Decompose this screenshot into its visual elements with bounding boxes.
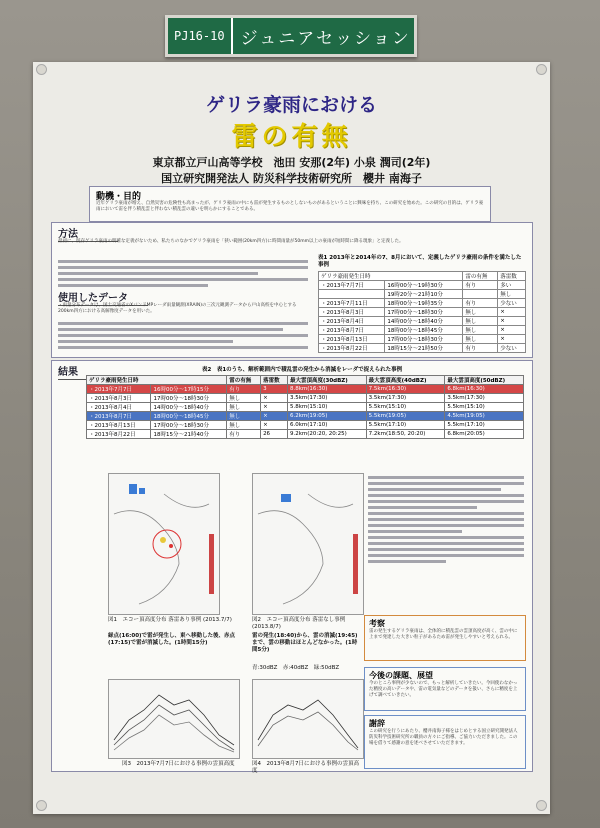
- table-cell: ・2013年8月22日: [319, 344, 385, 353]
- table-cell: 無し: [227, 421, 261, 430]
- motive-text: 近年ゲリラ豪雨が増え、自然災害の危険性も高まったが、ゲリラ豪雨の中にも雷が発生するものとしないものがあるということに興味を持ち、この研究を始めた。この研究の目的は、ゲリラ豪雨において雷を伴う積乱雲と伴わない積乱雲の違いを明らかにすることである。: [96, 201, 484, 212]
- table-cell: ・2013年8月4日: [319, 317, 385, 326]
- table-cell: 5.5km(19:05): [366, 412, 445, 421]
- fig4-caption: 図4 2013年8月7日における事例の雲頂高度: [252, 761, 359, 774]
- table-cell: 少ない: [498, 344, 526, 353]
- table-cell: 3.5km(17:30): [288, 394, 367, 403]
- table-cell: 6.8km(16:30): [445, 385, 524, 394]
- cloud-top-graph-fig4: [252, 679, 364, 759]
- table-cell: 26: [261, 430, 288, 439]
- thanks-heading: 謝辞: [369, 719, 385, 728]
- pin-icon: [36, 800, 47, 811]
- table-cell: 18時15分〜21時50分: [385, 344, 463, 353]
- research-poster: [33, 62, 550, 814]
- table-cell: 6.8km(20:05): [445, 430, 524, 439]
- table-cell: 19時20分〜21時10分: [385, 290, 463, 299]
- data-body-lines: [58, 319, 308, 352]
- table-cell: 3: [261, 385, 288, 394]
- table-cell: 9.2km(20:20, 20:25): [288, 430, 367, 439]
- line-graph: [109, 680, 239, 758]
- table-cell: 無し: [227, 412, 261, 421]
- method-box: [51, 222, 533, 358]
- table1-header-cell: ゲリラ豪雨発生日時: [319, 272, 463, 281]
- table-cell: 無し: [498, 290, 526, 299]
- table-cell: ×: [498, 335, 526, 344]
- table-cell: 5.5km(15:10): [445, 403, 524, 412]
- table-row: [319, 344, 526, 353]
- table-cell: ×: [498, 317, 526, 326]
- table1: [318, 271, 526, 353]
- table-cell: 有り: [227, 385, 261, 394]
- table-cell: ×: [498, 326, 526, 335]
- table-cell: ・2013年8月3日: [319, 308, 385, 317]
- session-code: PJ16-10: [168, 18, 233, 54]
- fig1-caption: 図1 エコー頂高度分布 落雷あり事例 (2013.7/7): [108, 617, 232, 623]
- pin-icon: [536, 64, 547, 75]
- table2-header-cell: ゲリラ豪雨発生日時: [87, 376, 227, 385]
- table2-header-cell: 落雷数: [261, 376, 288, 385]
- table-cell: 少ない: [498, 299, 526, 308]
- table-row: [87, 394, 524, 403]
- session-label: ジュニアセッション: [240, 28, 411, 49]
- results-heading: 結果: [58, 363, 118, 380]
- thanks-box: [364, 715, 526, 769]
- table-cell: 18時15分〜21時40分: [151, 430, 227, 439]
- table-cell: ×: [498, 308, 526, 317]
- table-cell: ・2013年8月13日: [319, 335, 385, 344]
- table1-header-cell: 雷の有無: [463, 272, 498, 281]
- table-cell: 有り: [463, 281, 498, 290]
- pin-icon: [536, 800, 547, 811]
- table-row: [319, 290, 526, 299]
- table-row: [319, 281, 526, 290]
- table-cell: ・2013年8月22日: [87, 430, 151, 439]
- table-cell: 5.5km(17:10): [445, 421, 524, 430]
- table-cell: 無し: [463, 308, 498, 317]
- table-cell: ・2013年7月7日: [319, 281, 385, 290]
- table-cell: ・2013年8月13日: [87, 421, 151, 430]
- future-box: [364, 667, 526, 711]
- radar-map-graphic: [109, 474, 219, 614]
- table-cell: 16時00分〜17時15分: [151, 385, 227, 394]
- table-row: [319, 308, 526, 317]
- table-cell: 無し: [463, 326, 498, 335]
- data-text: ・雨量分布データは、国土交通省のXバンドMPレーダ雨量観測(XRAIN)の三次元観測データから戸山高校を中心とする200km四方における高解像度データを用いた。: [58, 303, 297, 314]
- table-cell: 4.5km(19:05): [445, 412, 524, 421]
- future-heading: 今後の課題、展望: [369, 671, 433, 680]
- table-cell: 6.2km(19:05): [288, 412, 367, 421]
- table-cell: ×: [261, 394, 288, 403]
- table-cell: ×: [261, 412, 288, 421]
- future-text: 今のところ事例が少ないので、もっと解析していきたい。今回使わなかった精度の高いデータや、雷の電気量などのデータを扱い、さらに精度を上げて調べていきたい。: [369, 681, 518, 698]
- table-cell: 3.5km(17:30): [366, 394, 445, 403]
- table1-header: [319, 272, 526, 281]
- poster-title-line1: ゲリラ豪雨における: [205, 94, 377, 116]
- table2-header: [87, 376, 524, 385]
- table-cell: 18時00分〜18時45分: [385, 326, 463, 335]
- table-cell: 7.2km(18:50, 20:20): [366, 430, 445, 439]
- table-cell: 3.5km(17:30): [445, 394, 524, 403]
- table-cell: ・2013年7月11日: [319, 299, 385, 308]
- table-cell: ・2013年8月4日: [87, 403, 151, 412]
- fig1-note: 緑点(16:00)で雷が発生し、東へ移動した後、赤点(17:15)で雷が消滅した。(1時間15分): [108, 633, 236, 646]
- table-row: [87, 385, 524, 394]
- thanks-text: この研究を行うにあたり、櫻井南海子様をはじめとする国立研究開発法人防災科学技術研究所の職員の方々にご指導、ご協力いただきました。この場を借りて感謝の意を述べさせていただきます。: [369, 729, 518, 746]
- table-cell: 有り: [463, 344, 498, 353]
- results-box: [51, 360, 533, 772]
- table-cell: ・2013年7月7日: [87, 385, 151, 394]
- table-row: [87, 430, 524, 439]
- table-cell: 14時00分〜18時40分: [151, 403, 227, 412]
- table-row: [87, 421, 524, 430]
- table-cell: ・2013年8月7日: [319, 326, 385, 335]
- radar-map-graphic: [253, 474, 363, 614]
- table2-header-cell: 最大雲頂高度(40dBZ): [366, 376, 445, 385]
- table-row: [87, 403, 524, 412]
- motive-box: [89, 186, 491, 222]
- table-cell: [319, 290, 385, 299]
- table-cell: 無し: [227, 394, 261, 403]
- fig2-caption: 図2 エコー頂高度分布 落雷なし事例 (2013.8/7): [252, 617, 346, 630]
- method-heading: 方法: [58, 225, 118, 242]
- table-cell: 17時00分〜18時30分: [151, 394, 227, 403]
- table-cell: ×: [261, 403, 288, 412]
- table-cell: 16時00分〜19時30分: [385, 281, 463, 290]
- table-cell: [463, 290, 498, 299]
- table-cell: 17時00分〜18時30分: [385, 335, 463, 344]
- table-cell: 17時00分〜18時30分: [151, 421, 227, 430]
- radar-map-fig1: [108, 473, 220, 615]
- table-cell: ×: [261, 421, 288, 430]
- table-cell: 8.8km(16:30): [288, 385, 367, 394]
- table-row: [87, 412, 524, 421]
- table-cell: 無し: [463, 335, 498, 344]
- discussion-text: 雷の発生するゲリラ豪雨は、全体的に積乱雲の雲頂高度が高く、雲の中に上まで発達した大きい粒子があるため雷が発生しやすいと考えられる。: [369, 629, 518, 640]
- table-cell: 有り: [227, 430, 261, 439]
- table2-caption: 表2 表1のうち、解析範囲内で積乱雲の発生から消滅をレーダで捉えられた事例: [202, 367, 403, 373]
- line-graph: [253, 680, 363, 758]
- table-cell: ・2013年8月3日: [87, 394, 151, 403]
- table1-caption: 表1 2013年と2014年の7、8月において、定義したゲリラ豪雨の条件を満たした事例: [318, 255, 522, 268]
- pin-icon: [36, 64, 47, 75]
- cloud-top-graph-fig3: [108, 679, 240, 759]
- table-row: [319, 326, 526, 335]
- table-cell: 17時00分〜18時30分: [385, 308, 463, 317]
- table-cell: 14時00分〜18時40分: [385, 317, 463, 326]
- table-cell: ・2013年8月7日: [87, 412, 151, 421]
- table-cell: 多い: [498, 281, 526, 290]
- table-cell: 5.5km(15:10): [366, 403, 445, 412]
- discussion-box: [364, 615, 526, 661]
- fig2-note: 雷の発生(18:40)から、雲の消滅(19:45)まで、雲の移動はほとんどなかった。(1時間5分): [252, 633, 358, 653]
- author-line1: 東京都立戸山高等学校 池田 安那(2年) 小泉 潤司(2年): [152, 156, 431, 169]
- table-cell: 無し: [463, 317, 498, 326]
- table-cell: 6.0km(17:10): [288, 421, 367, 430]
- table2-header-cell: 最大雲頂高度(30dBZ): [288, 376, 367, 385]
- graph-legend: 青:30dBZ 赤:40dBZ 緑:50dBZ: [252, 665, 340, 671]
- results-text-lines: [368, 473, 524, 566]
- discussion-heading: 考察: [369, 619, 385, 628]
- method-text: 最初に、既存ゲリラ豪雨の明確な定義がないため、私たちのなかでゲリラ豪雨を「狭い範囲(20km四方)に時間雨量が50mm以上の豪雨が短時間に降る現象」と定義した。: [58, 239, 404, 244]
- table-row: [319, 299, 526, 308]
- radar-map-fig2: [252, 473, 364, 615]
- table-cell: 18時00分〜18時45分: [151, 412, 227, 421]
- motive-heading: 動機・目的: [96, 192, 142, 202]
- data-heading: 使用したデータ: [58, 289, 148, 306]
- table2: [86, 375, 524, 439]
- poster-title-line2: 雷の有無: [231, 122, 352, 152]
- table-cell: 5.8km(15:10): [288, 403, 367, 412]
- table2-header-cell: 雷の有無: [227, 376, 261, 385]
- method-body-lines: [58, 257, 308, 290]
- table-row: [319, 335, 526, 344]
- table-cell: 無し: [227, 403, 261, 412]
- table1-header-cell: 落雷数: [498, 272, 526, 281]
- table-row: [319, 317, 526, 326]
- table-cell: 有り: [463, 299, 498, 308]
- table-cell: 18時00分〜19時35分: [385, 299, 463, 308]
- session-nameplate: [165, 15, 417, 57]
- table2-header-cell: 最大雲頂高度(50dBZ): [445, 376, 524, 385]
- table-cell: 7.5km(16:30): [366, 385, 445, 394]
- table-cell: 5.5km(17:10): [366, 421, 445, 430]
- author-line2: 国立研究開発法人 防災科学技術研究所 櫻井 南海子: [161, 172, 422, 185]
- fig3-caption: 図3 2013年7月7日における事例の雲頂高度: [122, 761, 235, 767]
